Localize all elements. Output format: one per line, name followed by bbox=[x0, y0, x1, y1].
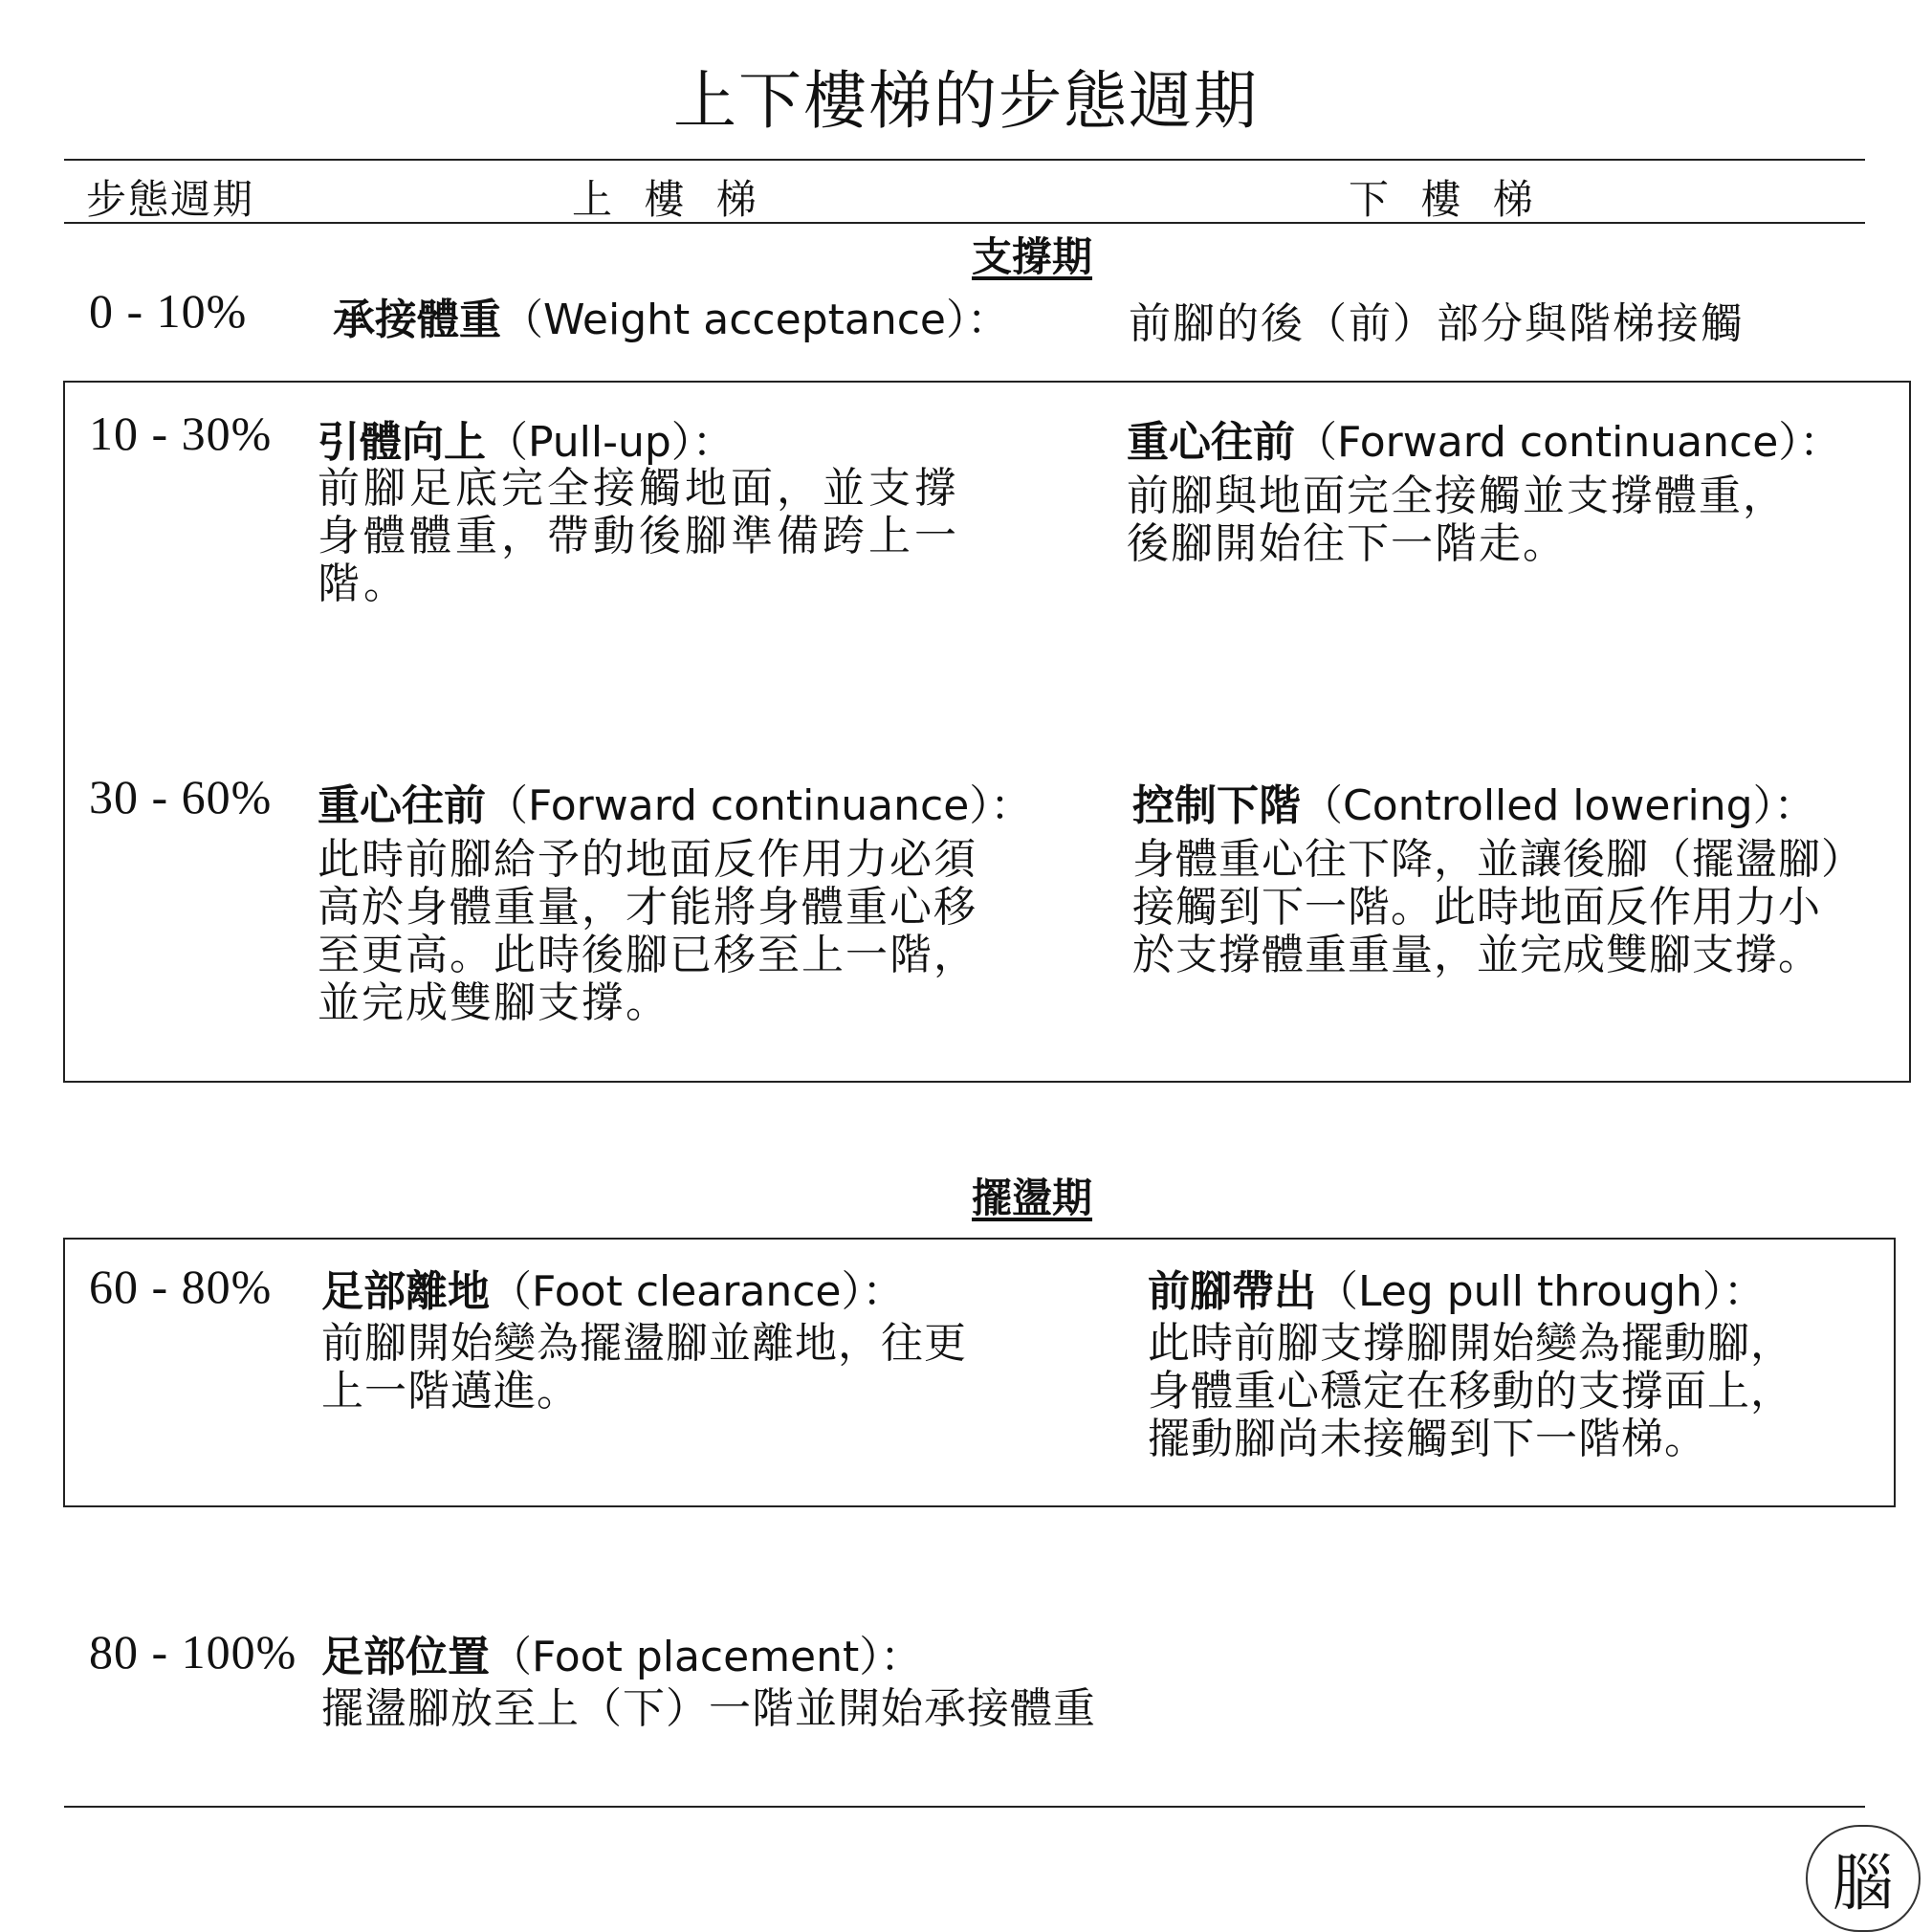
row-1-percent: 10 - 30% bbox=[89, 406, 273, 460]
row-2-down-description bbox=[1132, 836, 1864, 979]
row-3-down-line: 身體重心穩定在移動的支撐面上， bbox=[1148, 1367, 1793, 1416]
row-3-up-line: 上一階邁進。 bbox=[321, 1367, 580, 1416]
row-3-up-description bbox=[321, 1320, 967, 1416]
row-1-down-description bbox=[1127, 472, 1787, 568]
row-3-down-line: 此時前腳支撐腳開始變為擺動腳， bbox=[1148, 1319, 1793, 1368]
row-1-down-name: 重心往前 bbox=[1127, 418, 1295, 467]
col-header-cycle: 步態週期 bbox=[86, 176, 255, 223]
row-2-down-name: 控制下階 bbox=[1132, 781, 1301, 830]
col-header-up: 上 樓 梯 bbox=[572, 176, 766, 223]
row-2-down-line: 身體重心往下降，並讓後腳（擺盪腳） bbox=[1132, 835, 1864, 884]
row-2-up-line: 至更高。此時後腳已移至上一階， bbox=[318, 931, 977, 979]
row-1-up-english: （Pull-up）： bbox=[486, 418, 735, 467]
row-1-up-description bbox=[318, 465, 960, 608]
row-2-up-description bbox=[318, 836, 977, 1027]
row-3-up-line: 前腳開始變為擺盪腳並離地，往更 bbox=[321, 1319, 967, 1368]
col-header-down: 下 樓 梯 bbox=[1349, 176, 1543, 223]
bottom-rule bbox=[64, 1806, 1865, 1808]
row-4-up-english: （Foot placement）： bbox=[490, 1633, 923, 1681]
row-2-down-line: 接觸到下一階。此時地面反作用力小 bbox=[1132, 883, 1821, 932]
row-3-down-name: 前腳帶出 bbox=[1148, 1267, 1316, 1316]
row-3-up-name: 足部離地 bbox=[321, 1267, 490, 1316]
row-0-down-text: 前腳的後（前）部分與階梯接觸 bbox=[1129, 299, 1745, 348]
row-0-up-english: （Weight acceptance）： bbox=[501, 296, 1009, 344]
row-0-up-heading bbox=[333, 285, 1009, 346]
brain-seal-logo: 腦 bbox=[1806, 1825, 1921, 1932]
row-3-percent: 60 - 80% bbox=[89, 1260, 273, 1313]
row-3-down-description bbox=[1148, 1320, 1793, 1463]
row-4-percent: 80 - 100% bbox=[89, 1625, 297, 1679]
row-2-up-line: 高於身體重量，才能將身體重心移 bbox=[318, 883, 977, 932]
row-0-percent: 0 - 10% bbox=[89, 284, 248, 338]
row-3-up-heading bbox=[321, 1257, 904, 1318]
page-title: 上下樓梯的步態週期 bbox=[673, 64, 1259, 138]
header-bottom-rule bbox=[64, 222, 1865, 224]
row-2-up-heading bbox=[318, 771, 1032, 832]
row-2-down-heading bbox=[1132, 771, 1816, 832]
row-1-up-line: 身體體重，帶動後腳準備跨上一 bbox=[318, 512, 960, 560]
row-2-up-line: 並完成雙腳支撐。 bbox=[318, 978, 670, 1027]
row-1-down-heading bbox=[1127, 407, 1841, 469]
row-1-down-english: （Forward continuance）： bbox=[1295, 418, 1842, 467]
row-3-down-english: （Leg pull through）： bbox=[1316, 1267, 1766, 1316]
row-1-up-line: 階。 bbox=[318, 560, 409, 608]
row-4-up-heading bbox=[321, 1622, 922, 1683]
row-2-down-line: 於支撐體重重量，並完成雙腳支撐。 bbox=[1132, 931, 1821, 979]
row-2-down-english: （Controlled lowering）： bbox=[1301, 781, 1816, 830]
row-4-up-name: 足部位置 bbox=[321, 1633, 490, 1681]
row-4-up-description bbox=[321, 1685, 1096, 1733]
row-1-down-line: 前腳與地面完全接觸並支撐體重， bbox=[1127, 472, 1787, 520]
row-2-up-english: （Forward continuance）： bbox=[486, 781, 1033, 830]
row-3-down-line: 擺動腳尚未接觸到下一階梯。 bbox=[1148, 1415, 1707, 1463]
row-2-up-line: 此時前腳給予的地面反作用力必須 bbox=[318, 835, 977, 884]
header-top-rule bbox=[64, 159, 1865, 161]
row-3-down-heading bbox=[1148, 1257, 1766, 1318]
row-2-up-name: 重心往前 bbox=[318, 781, 486, 830]
row-3-up-english: （Foot clearance）： bbox=[490, 1267, 905, 1316]
phase-label-stance: 支撐期 bbox=[972, 233, 1093, 280]
row-1-up-name: 引體向上 bbox=[318, 418, 486, 467]
phase-label-swing: 擺盪期 bbox=[972, 1175, 1093, 1221]
row-1-up-line: 前腳足底完全接觸地面，並支撐 bbox=[318, 464, 960, 513]
row-2-percent: 30 - 60% bbox=[89, 770, 273, 823]
row-4-up-line: 擺盪腳放至上（下）一階並開始承接體重 bbox=[321, 1684, 1096, 1733]
row-1-up-heading bbox=[318, 407, 735, 469]
row-1-down-line: 後腳開始往下一階走。 bbox=[1127, 519, 1567, 568]
row-0-up-name: 承接體重 bbox=[333, 296, 501, 344]
